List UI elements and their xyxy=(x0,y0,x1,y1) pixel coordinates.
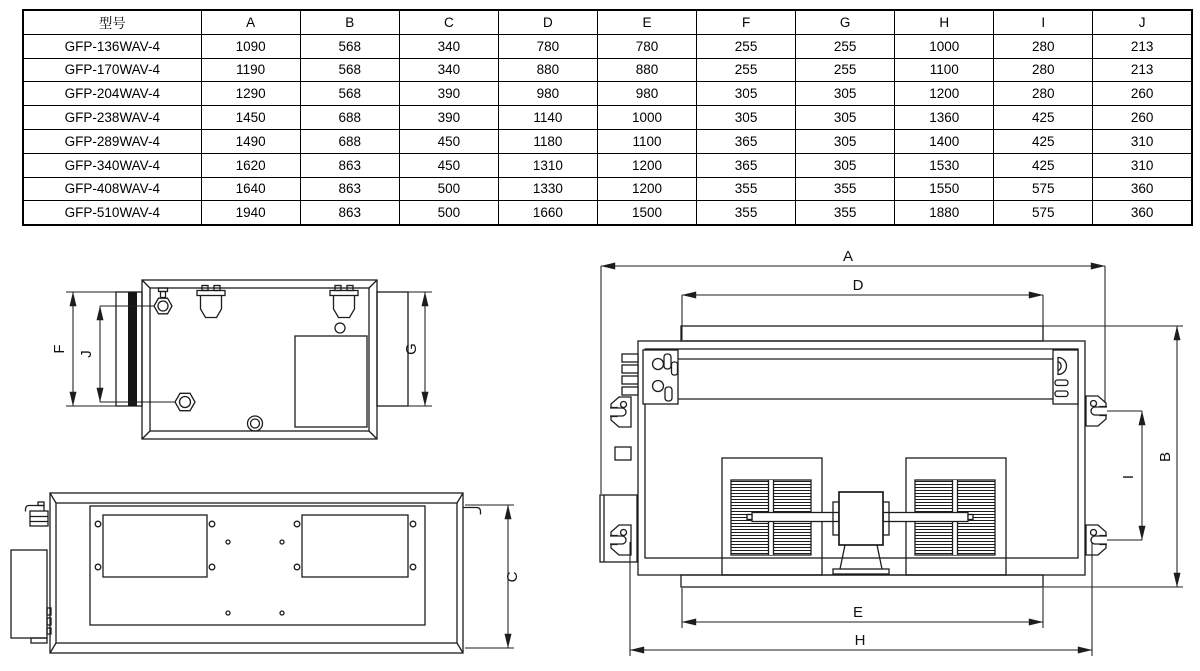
table-cell: 425 xyxy=(994,153,1093,177)
water-connection-box xyxy=(643,350,678,404)
table-cell: 1880 xyxy=(895,201,994,225)
unit-casing xyxy=(638,326,1085,587)
table-cell: 360 xyxy=(1093,201,1192,225)
dim-label-c: C xyxy=(504,571,521,583)
coil-end-box xyxy=(1053,350,1078,404)
dim-label-a: A xyxy=(842,248,854,265)
table-cell: 450 xyxy=(399,129,498,153)
spec-table-head xyxy=(23,10,1192,34)
table-cell: 305 xyxy=(796,153,895,177)
spec-table xyxy=(22,9,1193,226)
table-cell: 255 xyxy=(697,34,796,58)
spec-table-body xyxy=(23,34,1192,225)
hanger-bracket xyxy=(1086,396,1107,426)
table-cell: 340 xyxy=(399,34,498,58)
table-header-cell: H xyxy=(895,10,994,34)
table-cell: GFP-170WAV-4 xyxy=(23,58,201,82)
table-cell: 1200 xyxy=(895,82,994,106)
side-tab xyxy=(615,447,631,460)
top-duct-flange xyxy=(681,326,1043,341)
table-cell: GFP-408WAV-4 xyxy=(23,177,201,201)
table-cell: 1200 xyxy=(597,153,696,177)
table-cell: 1000 xyxy=(895,34,994,58)
table-cell: 355 xyxy=(697,177,796,201)
table-cell: 980 xyxy=(498,82,597,106)
front-view-drawing xyxy=(8,478,523,663)
table-cell: 1640 xyxy=(201,177,300,201)
water-connection-bottom xyxy=(100,393,195,410)
table-cell: 355 xyxy=(796,201,895,225)
dimension-h xyxy=(630,542,1092,656)
table-cell: GFP-136WAV-4 xyxy=(23,34,201,58)
bolt-hole xyxy=(335,323,345,333)
table-cell: 255 xyxy=(697,58,796,82)
table-cell: 1940 xyxy=(201,201,300,225)
dim-label-g: G xyxy=(403,343,420,355)
table-header-cell: A xyxy=(201,10,300,34)
table-cell: 213 xyxy=(1093,58,1192,82)
bottom-duct-flange xyxy=(681,575,1043,587)
drain-outlet xyxy=(248,416,263,431)
table-cell: 780 xyxy=(597,34,696,58)
pipe-fins xyxy=(622,354,638,395)
hanger-bracket xyxy=(330,286,358,318)
table-cell: 568 xyxy=(300,34,399,58)
table-cell: 863 xyxy=(300,201,399,225)
table-cell: 355 xyxy=(697,201,796,225)
dimension-j xyxy=(78,306,100,402)
unit-casing xyxy=(50,493,463,653)
table-cell: 1200 xyxy=(597,177,696,201)
table-cell: 305 xyxy=(796,106,895,130)
table-header-cell: D xyxy=(498,10,597,34)
table-cell: 568 xyxy=(300,82,399,106)
table-cell: 260 xyxy=(1093,106,1192,130)
table-cell: 213 xyxy=(1093,34,1192,58)
dim-label-j: J xyxy=(78,350,95,358)
side-view-drawing xyxy=(51,268,440,450)
dimension-d xyxy=(682,277,1043,340)
table-row xyxy=(23,201,1192,225)
table-cell: 568 xyxy=(300,58,399,82)
table-cell: GFP-204WAV-4 xyxy=(23,82,201,106)
table-row xyxy=(23,129,1192,153)
table-cell: 310 xyxy=(1093,129,1192,153)
table-cell: 1290 xyxy=(201,82,300,106)
motor xyxy=(833,492,889,574)
table-header-cell: G xyxy=(796,10,895,34)
table-cell: 280 xyxy=(994,82,1093,106)
table-cell: 880 xyxy=(498,58,597,82)
fan-shaft xyxy=(883,513,968,522)
table-cell: 780 xyxy=(498,34,597,58)
table-cell: 500 xyxy=(399,201,498,225)
table-cell: 980 xyxy=(597,82,696,106)
table-cell: 863 xyxy=(300,153,399,177)
table-cell: 260 xyxy=(1093,82,1192,106)
dim-label-b: B xyxy=(1157,451,1174,463)
table-cell: 688 xyxy=(300,129,399,153)
table-cell: 365 xyxy=(697,129,796,153)
table-cell: 1500 xyxy=(597,201,696,225)
table-header-cell: B xyxy=(300,10,399,34)
table-cell: 305 xyxy=(796,129,895,153)
electric-box xyxy=(295,336,367,427)
table-cell: 1000 xyxy=(597,106,696,130)
hanger-bracket xyxy=(1086,525,1107,555)
corner-hook xyxy=(463,508,481,515)
access-panel xyxy=(302,515,408,577)
table-cell: 360 xyxy=(1093,177,1192,201)
coil-section xyxy=(622,350,1078,404)
dim-label-d: D xyxy=(852,277,864,294)
unit-casing xyxy=(142,280,377,439)
table-header-cell: C xyxy=(399,10,498,34)
table-row xyxy=(23,58,1192,82)
dimension-e xyxy=(682,588,1043,628)
table-cell: 390 xyxy=(399,82,498,106)
table-cell: 1400 xyxy=(895,129,994,153)
table-header-cell: I xyxy=(994,10,1093,34)
table-cell: GFP-289WAV-4 xyxy=(23,129,201,153)
panel-screws xyxy=(95,521,416,615)
table-cell: 575 xyxy=(994,177,1093,201)
table-cell: 880 xyxy=(597,58,696,82)
table-cell: 280 xyxy=(994,58,1093,82)
dimension-i xyxy=(1107,411,1142,540)
table-cell: 280 xyxy=(994,34,1093,58)
table-cell: GFP-340WAV-4 xyxy=(23,153,201,177)
table-row xyxy=(23,177,1192,201)
top-view-drawing xyxy=(592,248,1188,664)
table-cell: 1330 xyxy=(498,177,597,201)
dim-label-h: H xyxy=(854,632,866,649)
table-cell: 255 xyxy=(796,34,895,58)
table-cell: GFP-510WAV-4 xyxy=(23,201,201,225)
table-cell: 1490 xyxy=(201,129,300,153)
table-header-cell: E xyxy=(597,10,696,34)
table-cell: 305 xyxy=(697,106,796,130)
table-header-cell: 型号 xyxy=(23,10,201,34)
pipe-hook xyxy=(26,502,49,526)
table-cell: 355 xyxy=(796,177,895,201)
table-cell: 1100 xyxy=(895,58,994,82)
table-cell: 305 xyxy=(697,82,796,106)
table-cell: 305 xyxy=(796,82,895,106)
table-cell: 1530 xyxy=(895,153,994,177)
table-row xyxy=(23,82,1192,106)
table-cell: 340 xyxy=(399,58,498,82)
table-cell: 1180 xyxy=(498,129,597,153)
table-cell: 310 xyxy=(1093,153,1192,177)
table-cell: 688 xyxy=(300,106,399,130)
table-row xyxy=(23,106,1192,130)
inlet-flange xyxy=(116,292,142,406)
table-cell: 1090 xyxy=(201,34,300,58)
electric-box xyxy=(11,550,51,643)
table-row xyxy=(23,34,1192,58)
table-cell: 390 xyxy=(399,106,498,130)
table-cell: 1140 xyxy=(498,106,597,130)
dimension-f xyxy=(51,292,116,406)
table-header-cell: J xyxy=(1093,10,1192,34)
table-cell: 1660 xyxy=(498,201,597,225)
table-cell: 255 xyxy=(796,58,895,82)
hanger-bracket xyxy=(610,525,631,555)
table-cell: 1620 xyxy=(201,153,300,177)
access-panel xyxy=(103,515,207,577)
table-cell: 1360 xyxy=(895,106,994,130)
table-header-cell: F xyxy=(697,10,796,34)
table-header-row xyxy=(23,10,1192,34)
table-row xyxy=(23,153,1192,177)
dim-label-i: I xyxy=(1120,474,1137,480)
hanger-bracket xyxy=(197,286,225,318)
table-cell: 863 xyxy=(300,177,399,201)
dim-label-f: F xyxy=(51,344,68,354)
fan-shaft xyxy=(752,513,839,522)
table-cell: 1100 xyxy=(597,129,696,153)
dimension-c xyxy=(465,505,521,648)
table-cell: 1450 xyxy=(201,106,300,130)
hanger-bracket xyxy=(610,397,631,427)
damper-bar xyxy=(128,292,137,406)
table-cell: GFP-238WAV-4 xyxy=(23,106,201,130)
table-cell: 1550 xyxy=(895,177,994,201)
table-cell: 425 xyxy=(994,106,1093,130)
table-cell: 1190 xyxy=(201,58,300,82)
table-cell: 365 xyxy=(697,153,796,177)
table-cell: 575 xyxy=(994,201,1093,225)
table-cell: 450 xyxy=(399,153,498,177)
table-cell: 425 xyxy=(994,129,1093,153)
table-cell: 500 xyxy=(399,177,498,201)
dim-label-e: E xyxy=(852,604,864,621)
table-cell: 1310 xyxy=(498,153,597,177)
